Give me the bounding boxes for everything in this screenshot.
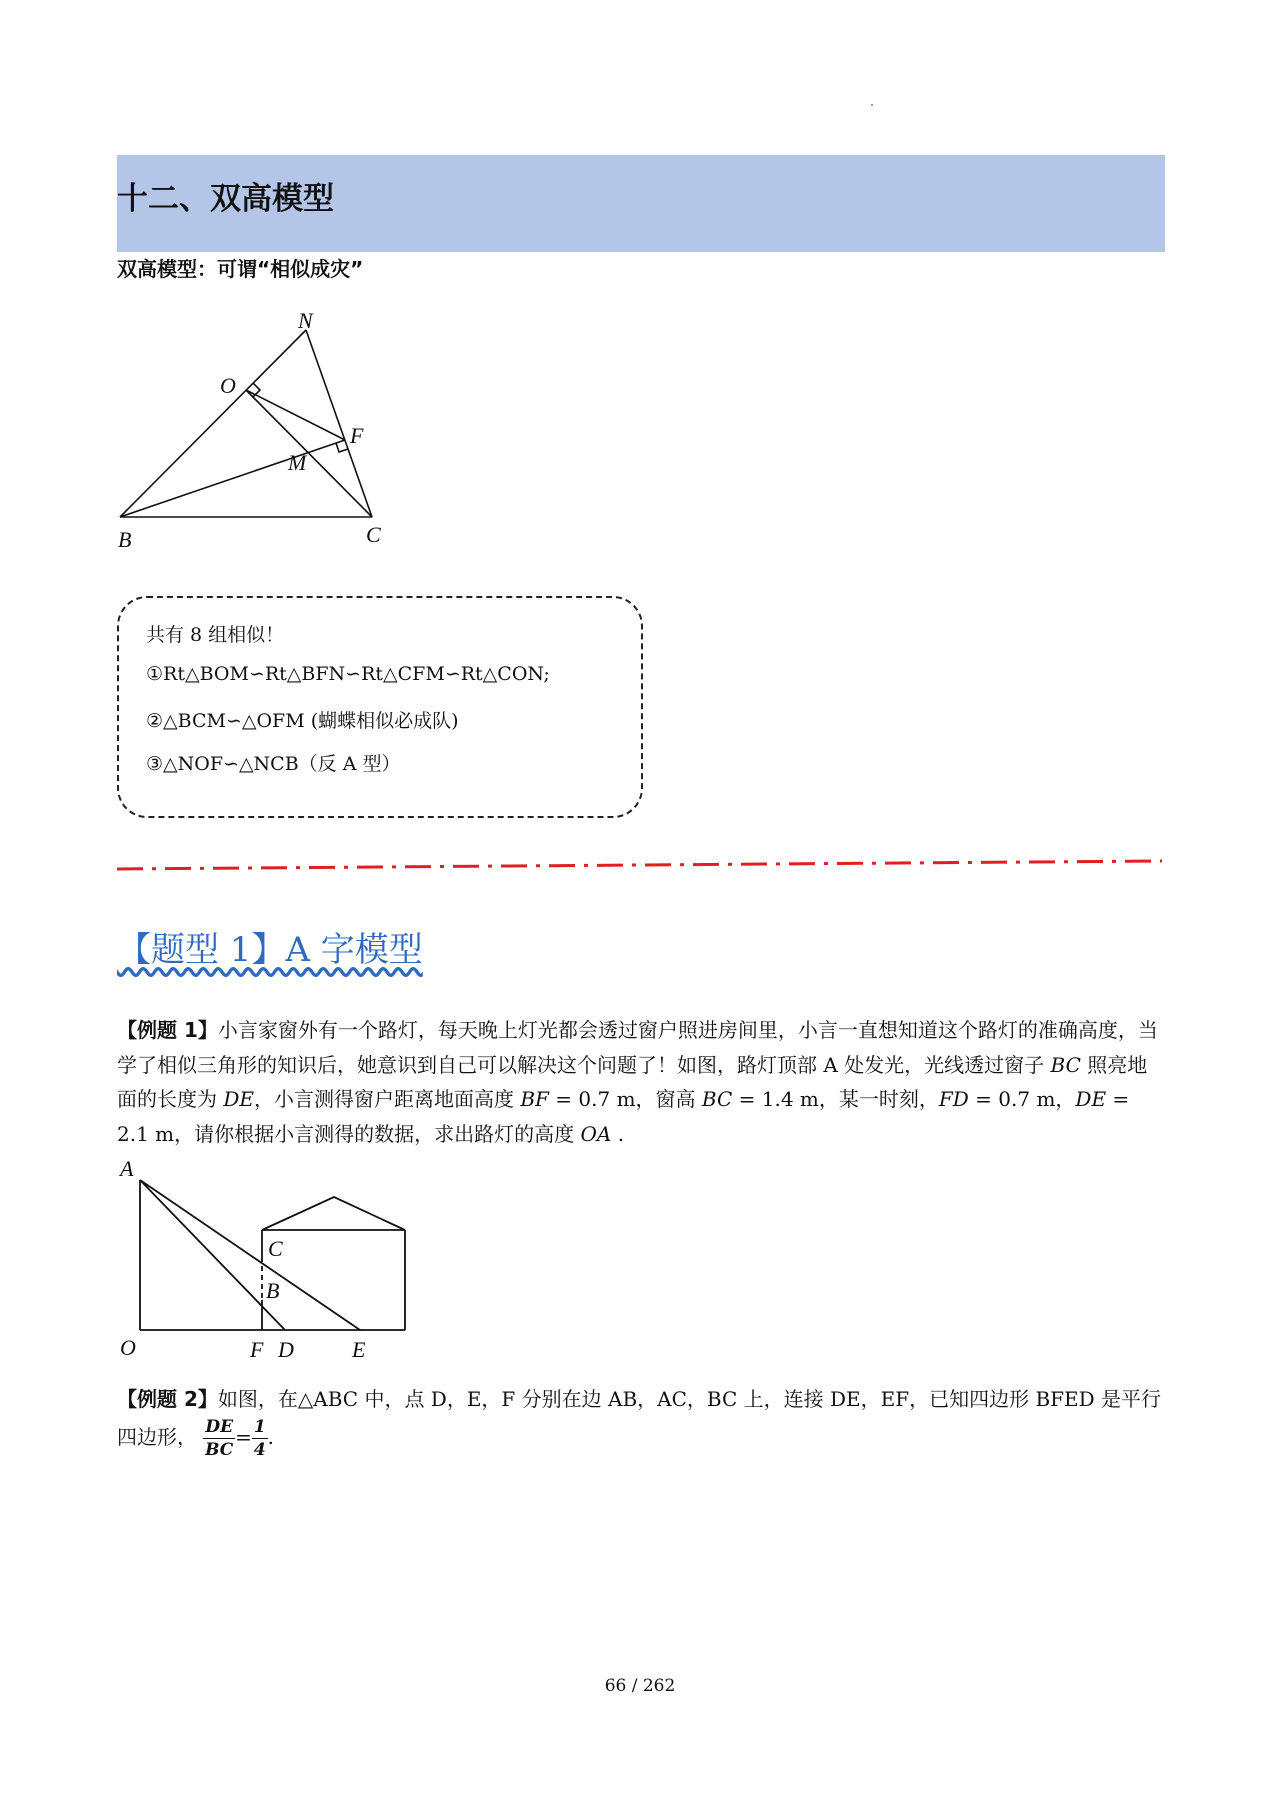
label-f2: F xyxy=(250,1337,264,1362)
summary-line-1: ①Rt△BOM∽Rt△BFN∽Rt△CFM∽Rt△CON; xyxy=(146,663,550,685)
type-heading: 【题型 1】A 字模型 xyxy=(117,930,423,970)
label-o2: O xyxy=(120,1335,136,1360)
fraction-de-bc: $\frac{DE}{BC}$ xyxy=(205,1417,234,1460)
street-light-diagram xyxy=(100,1150,420,1370)
example-2-label: 【例题 2】 xyxy=(117,1387,218,1411)
summary-line-2: ②△BCM∽△OFM (蝴蝶相似必成队) xyxy=(146,710,459,732)
label-d2: D xyxy=(278,1337,294,1362)
section-title: 十二、双高模型 xyxy=(117,181,334,217)
label-a: A xyxy=(120,1156,134,1181)
segment-bn xyxy=(120,330,306,517)
light-ray-ae xyxy=(140,1180,360,1330)
corner-dot xyxy=(871,104,873,106)
example-1-text: 【例题 1】小言家窗外有一个路灯，每天晚上灯光都会透过窗户照进房间里，小言一直想知道这个路灯的准确高度，当学了相似三角形的知识后，她意识到自己可以解决这个问题了！如图，路灯顶部 A 处发光，光线透过窗子 BC 照亮地面的长度为 DE，小言测得窗户距离地面高度 BF = 0.7 m，窗高 BC = 1.4 m，某一时刻，FD = 0.7 m，DE = 2.1 m，请你根据小言测得的数据，求出路灯的高度 OA . xyxy=(117,1018,1158,1146)
summary-box xyxy=(117,596,643,818)
page-number: 66 / 262 xyxy=(604,1676,676,1696)
label-b: B xyxy=(118,527,132,552)
label-b2: B xyxy=(266,1278,280,1303)
segment-co xyxy=(246,390,372,517)
fraction-one-quarter: $\frac{1}{4}$ xyxy=(253,1417,266,1460)
example-1-label: 【例题 1】 xyxy=(117,1018,218,1042)
summary-intro: 共有 8 组相似！ xyxy=(146,624,285,646)
segment-bf xyxy=(120,440,345,517)
section-banner xyxy=(117,155,1165,252)
light-ray-ad xyxy=(140,1180,285,1330)
example-2-text: 【例题 2】如图，在△ABC 中，点 D，E，F 分别在边 AB，AC，BC 上，连接 DE，EF，已知四边形 BFED 是平行四边形， $\frac{DE}{BC}$ = $\frac{1}{4}$ . xyxy=(117,1387,1162,1460)
label-o: O xyxy=(220,373,236,398)
label-n: N xyxy=(298,308,313,333)
section-divider xyxy=(117,855,1167,875)
label-m: M xyxy=(288,450,307,475)
summary-line-3: ③△NOF∽△NCB（反 A 型） xyxy=(146,753,401,775)
subtitle: 双高模型：可谓“相似成灾” xyxy=(117,257,364,281)
double-altitude-diagram xyxy=(100,300,400,560)
label-e2: E xyxy=(352,1337,366,1362)
label-c2: C xyxy=(268,1236,283,1261)
label-c: C xyxy=(366,522,381,547)
house-roof xyxy=(262,1197,405,1230)
label-f: F xyxy=(350,423,364,448)
